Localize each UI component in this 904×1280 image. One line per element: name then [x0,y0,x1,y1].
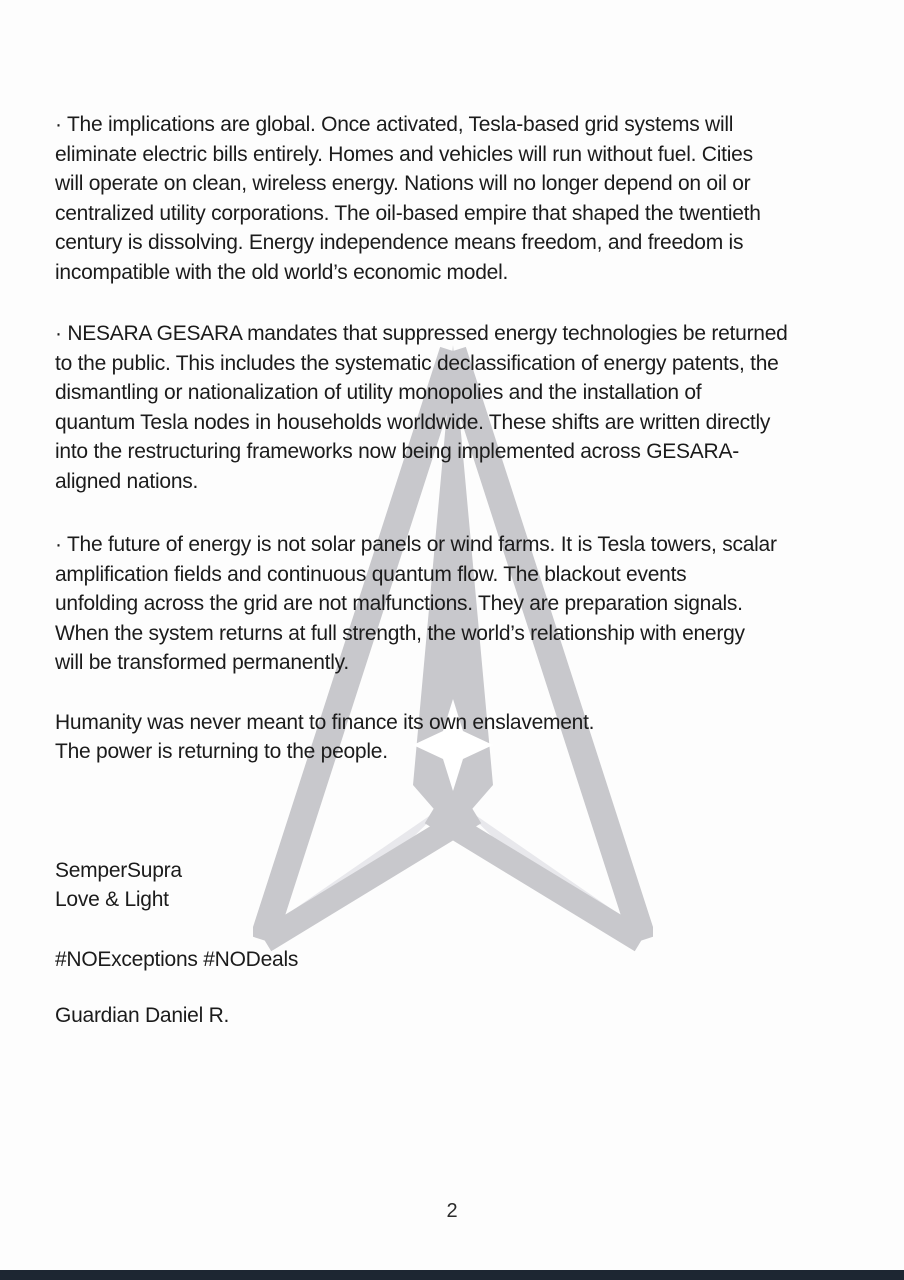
text-line: Love & Light [55,888,169,911]
text-line: into the restructuring frameworks now being implemented across GESARA- [55,440,739,463]
signature-guardian [55,1001,860,1031]
bottom-bar [0,1270,904,1280]
page-number: 2 [446,1200,458,1222]
text-line: aligned nations. [55,469,199,493]
text-line: #NOExceptions #NODeals [55,947,299,971]
paragraph-future-of-energy [55,530,860,678]
text-line: incompatible with the old world’s economic model. [55,260,509,284]
hashtags-line [55,945,860,975]
text-line: will operate on clean, wireless energy. Nations will no longer depend on oil or [55,172,751,195]
text-line: · NESARA GESARA mandates that suppressed energy technologies be returned [55,322,788,345]
text-line: · The implications are global. Once activated, Tesla-based grid systems will [55,113,734,136]
paragraph-implications [55,110,860,287]
text-line: When the system returns at full strength, the world’s relationship with energy [55,621,745,645]
text-line: eliminate electric bills entirely. Homes and vehicles will run without fuel. Cities [55,142,753,166]
text-line: Humanity was never meant to finance its own enslavement. [55,710,595,734]
text-line: will be transformed permanently. [55,651,349,674]
text-line: · The future of energy is not solar panels or wind farms. It is Tesla towers, scalar [55,533,777,556]
text-line: The power is returning to the people. [55,740,388,763]
text-line: unfolding across the grid are not malfunctions. They are preparation signals. [55,592,743,615]
text-line: centralized utility corporations. The oil-based empire that shaped the twentieth [55,201,761,225]
signature-semper-supra [55,856,860,915]
paragraph-nesara-gesara [55,319,860,496]
text-line: to the public. This includes the systematic declassification of energy patents, the [55,351,779,375]
document-body [55,110,860,1031]
text-line: SemperSupra [55,858,182,882]
text-line: Guardian Daniel R. [55,1004,230,1027]
paragraph-humanity [55,708,860,767]
text-line: quantum Tesla nodes in households worldwide. These shifts are written directly [55,410,771,434]
text-line: century is dissolving. Energy independence means freedom, and freedom is [55,231,744,254]
text-line: dismantling or nationalization of utility monopolies and the installation of [55,381,702,404]
text-line: amplification fields and continuous quantum flow. The blackout events [55,562,687,586]
